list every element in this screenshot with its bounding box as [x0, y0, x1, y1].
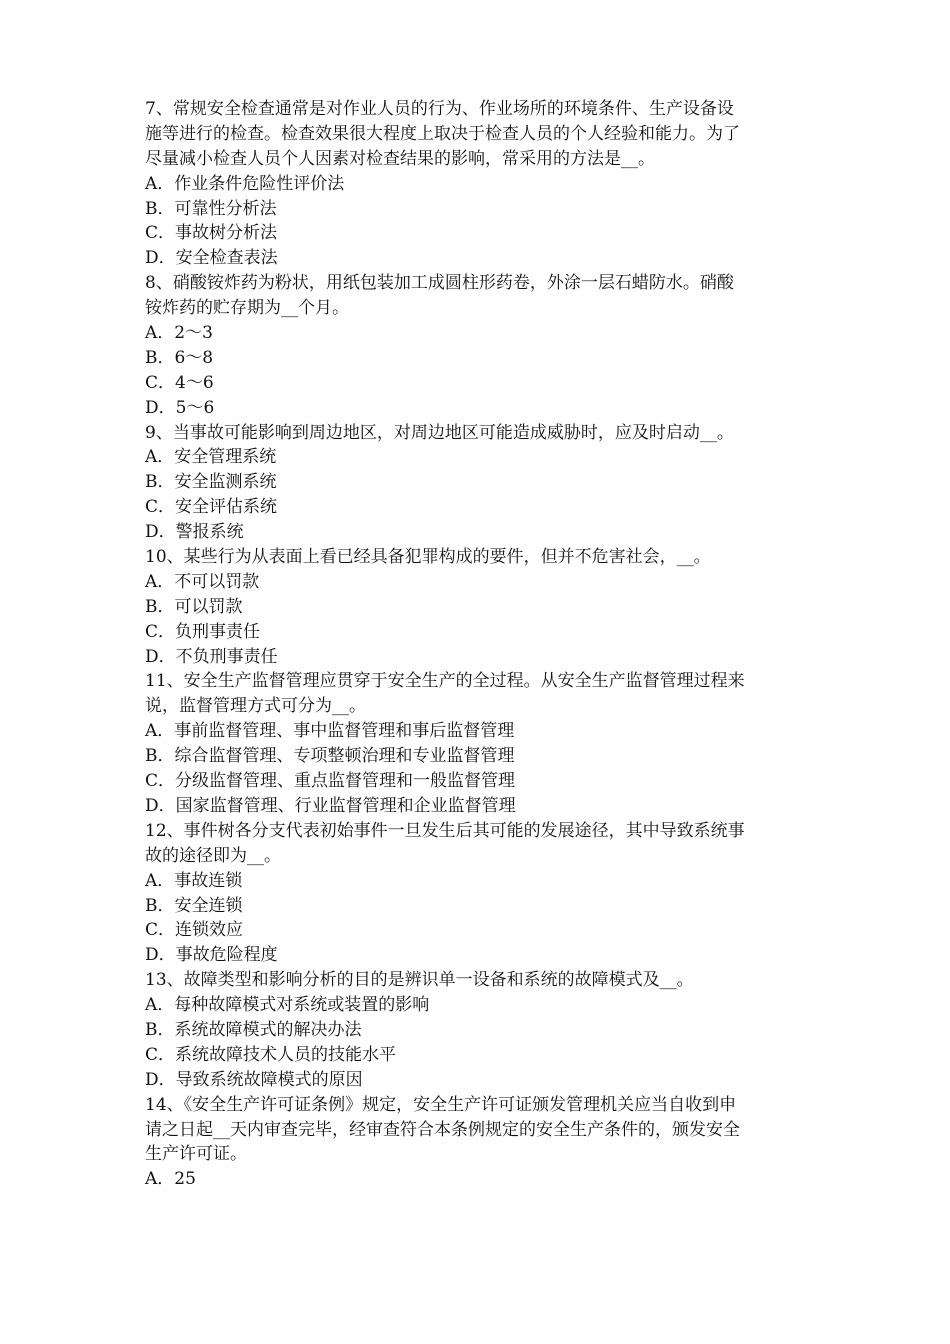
question-stem-line: 9、当事故可能影响到周边地区，对周边地区可能造成威胁时，应及时启动__。: [145, 422, 734, 443]
question-stem-line: 13、故障类型和影响分析的目的是辨识单一设备和系统的故障模式及__。: [145, 970, 694, 991]
option-c: C．系统故障技术人员的技能水平: [145, 1044, 397, 1065]
question-stem-line: 施等进行的检查。检查效果很大程度上取决于检查人员的个人经验和能力。为了: [145, 123, 740, 144]
option-a: A．不可以罚款: [145, 571, 260, 592]
question-11: [145, 669, 815, 818]
question-8: [145, 271, 815, 420]
question-stem-line: 7、常规安全检查通常是对作业人员的行为、作业场所的环境条件、生产设备设: [145, 99, 734, 119]
option-b: B．可靠性分析法: [145, 198, 277, 219]
option-d: D．国家监督管理、行业监督管理和企业监督管理: [145, 795, 516, 816]
option-a: A．每种故障模式对系统或装置的影响: [145, 995, 430, 1016]
option-d: D．不负刑事责任: [145, 646, 278, 667]
option-d: D．导致系统故障模式的原因: [145, 1069, 363, 1090]
question-stem-line: 说，监督管理方式可分为__。: [145, 696, 366, 717]
option-a: A．事前监督管理、事中监督管理和事后监督管理: [145, 721, 515, 742]
option-d: D．事故危险程度: [145, 945, 278, 966]
question-stem-line: 尽量减小检查人员个人因素对检查结果的影响，常采用的方法是__。: [145, 148, 655, 169]
question-stem-line: 请之日起__天内审查完毕，经审查符合本条例规定的安全生产条件的，颁发安全: [145, 1119, 740, 1140]
option-c: C．4～6: [145, 372, 214, 393]
option-d: D．5～6: [145, 397, 215, 418]
question-stem-line: 11、安全生产监督管理应贯穿于安全生产的全过程。从安全生产监督管理过程来: [145, 671, 745, 692]
question-10: [145, 545, 815, 669]
option-a: A．安全管理系统: [145, 447, 277, 468]
question-9: [145, 421, 815, 545]
question-stem-line: 14、《安全生产许可证条例》规定，安全生产许可证颁发管理机关应当自收到申: [145, 1094, 737, 1115]
option-c: C．事故树分析法: [145, 223, 278, 244]
option-c: C．负刑事责任: [145, 621, 261, 642]
question-stem-line: 故的途径即为__。: [145, 845, 281, 866]
option-b: B．综合监督管理、专项整顿治理和专业监督管理: [145, 746, 515, 767]
option-a: A．事故连锁: [145, 870, 243, 891]
question-stem-line: 8、硝酸铵炸药为粉状，用纸包装加工成圆柱形药卷，外涂一层石蜡防水。硝酸: [145, 273, 734, 294]
option-d: D．警报系统: [145, 522, 244, 543]
option-a: A．25: [145, 1169, 196, 1190]
question-stem-line: 铵炸药的贮存期为__个月。: [145, 298, 349, 319]
option-b: B．可以罚款: [145, 596, 243, 617]
question-14: [145, 1093, 815, 1193]
option-b: B．6～8: [145, 347, 214, 368]
option-a: A．作业条件危险性评价法: [145, 173, 345, 194]
option-b: B．系统故障模式的解决办法: [145, 1019, 362, 1040]
question-13: [145, 968, 815, 1092]
question-stem-line: 10、某些行为从表面上看已经具备犯罪构成的要件，但并不危害社会，__。: [145, 547, 711, 568]
question-stem-line: 12、事件树各分支代表初始事件一旦发生后其可能的发展途径，其中导致系统事: [145, 820, 745, 841]
option-a: A．2～3: [145, 323, 213, 344]
option-c: C．分级监督管理、重点监督管理和一般监督管理: [145, 771, 516, 792]
option-b: B．安全连锁: [145, 895, 243, 916]
question-stem-line: 生产许可证。: [145, 1144, 247, 1165]
option-d: D．安全检查表法: [145, 248, 278, 269]
option-c: C．安全评估系统: [145, 497, 278, 518]
option-c: C．连锁效应: [145, 920, 244, 941]
document-body: [145, 97, 815, 1192]
question-7: [145, 97, 815, 271]
question-12: [145, 819, 815, 968]
option-b: B．安全监测系统: [145, 472, 277, 493]
